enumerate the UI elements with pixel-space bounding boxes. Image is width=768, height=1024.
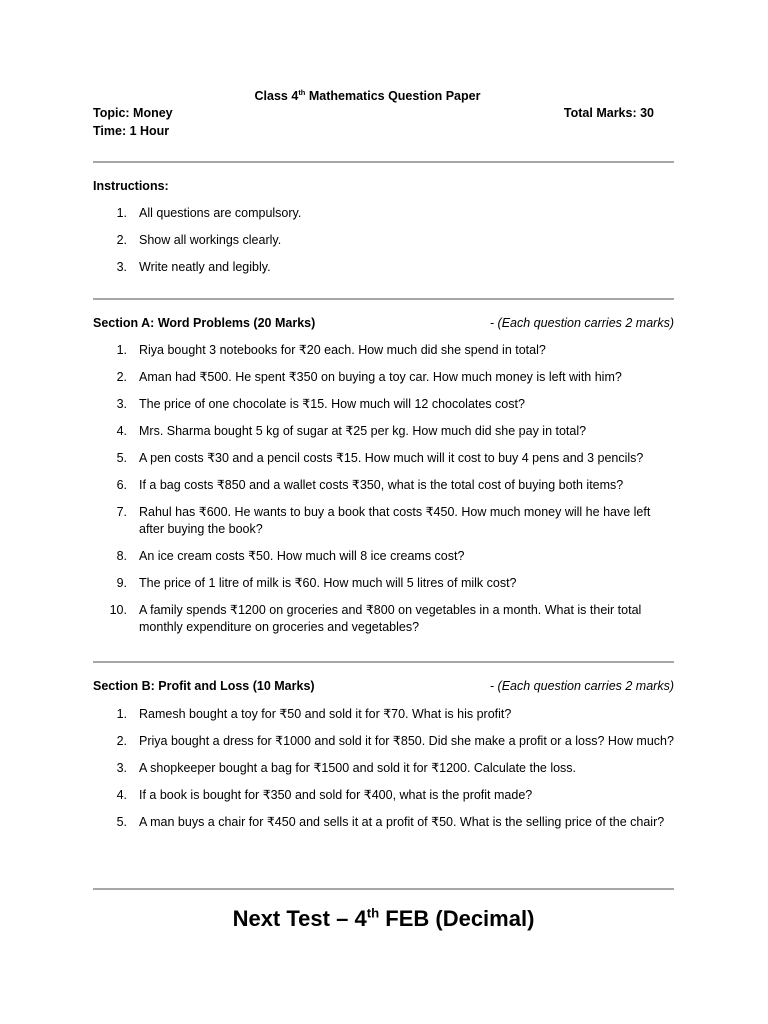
section-a-questions xyxy=(93,342,674,646)
topic-label: Topic: Money xyxy=(93,106,173,120)
question-item: 6. If a bag costs ₹850 and a wallet costs ₹350, what is the total cost of buying both items? xyxy=(116,478,624,492)
instruction-item: 3. Write neatly and legibly. xyxy=(116,260,271,274)
section-b-marks-note: - (Each question carries 2 marks) xyxy=(489,679,674,693)
question-item: 10. A family spends ₹1200 on groceries and ₹800 on vegetables in a month. What is their total monthly expenditure on groceries and vegetables? xyxy=(109,603,642,634)
section-a-marks-note: - (Each question carries 2 marks) xyxy=(489,316,674,330)
question-item: 7. Rahul has ₹600. He wants to buy a book that costs ₹450. How much money will he have left after buying the book? xyxy=(116,505,651,536)
paper-title: Class 4th Mathematics Question Paper xyxy=(254,87,481,103)
divider-header xyxy=(93,161,674,163)
question-item: 4. Mrs. Sharma bought 5 kg of sugar at ₹25 per kg. How much did she pay in total? xyxy=(116,424,587,438)
time-label: Time: 1 Hour xyxy=(93,124,170,138)
question-item: 9. The price of 1 litre of milk is ₹60. How much will 5 litres of milk cost? xyxy=(116,576,517,590)
question-item: 4. If a book is bought for ₹350 and sold for ₹400, what is the profit made? xyxy=(116,788,533,802)
section-b-questions xyxy=(93,706,674,841)
next-test-notice: Next Test – 4th FEB (Decimal) xyxy=(232,905,535,931)
section-b-title: Section B: Profit and Loss (10 Marks) xyxy=(93,679,315,693)
total-marks-label: Total Marks: 30 xyxy=(563,106,654,120)
instructions-list xyxy=(93,205,674,286)
divider-instructions xyxy=(93,298,674,300)
divider-section-b xyxy=(93,888,674,890)
question-item: 2. Priya bought a dress for ₹1000 and sold it for ₹850. Did she make a profit or a loss? How much? xyxy=(116,734,674,748)
question-item: 1. Ramesh bought a toy for ₹50 and sold it for ₹70. What is his profit? xyxy=(116,707,512,721)
question-item: 5. A man buys a chair for ₹450 and sells it at a profit of ₹50. What is the selling price of the chair? xyxy=(116,815,665,829)
question-item: 1. Riya bought 3 notebooks for ₹20 each. How much did she spend in total? xyxy=(116,343,546,357)
question-item: 2. Aman had ₹500. He spent ₹350 on buying a toy car. How much money is left with him? xyxy=(116,370,622,384)
question-item: 3. The price of one chocolate is ₹15. How much will 12 chocolates cost? xyxy=(116,397,525,411)
question-item: 3. A shopkeeper bought a bag for ₹1500 and sold it for ₹1200. Calculate the loss. xyxy=(116,761,577,775)
instruction-item: 1. All questions are compulsory. xyxy=(116,206,302,220)
section-a-title: Section A: Word Problems (20 Marks) xyxy=(93,316,316,330)
divider-section-a xyxy=(93,661,674,663)
instructions-heading: Instructions: xyxy=(93,179,169,193)
instruction-item: 2. Show all workings clearly. xyxy=(116,233,282,247)
question-item: 5. A pen costs ₹30 and a pencil costs ₹15. How much will it cost to buy 4 pens and 3 pencils? xyxy=(116,451,644,465)
question-item: 8. An ice cream costs ₹50. How much will 8 ice creams cost? xyxy=(116,549,465,563)
